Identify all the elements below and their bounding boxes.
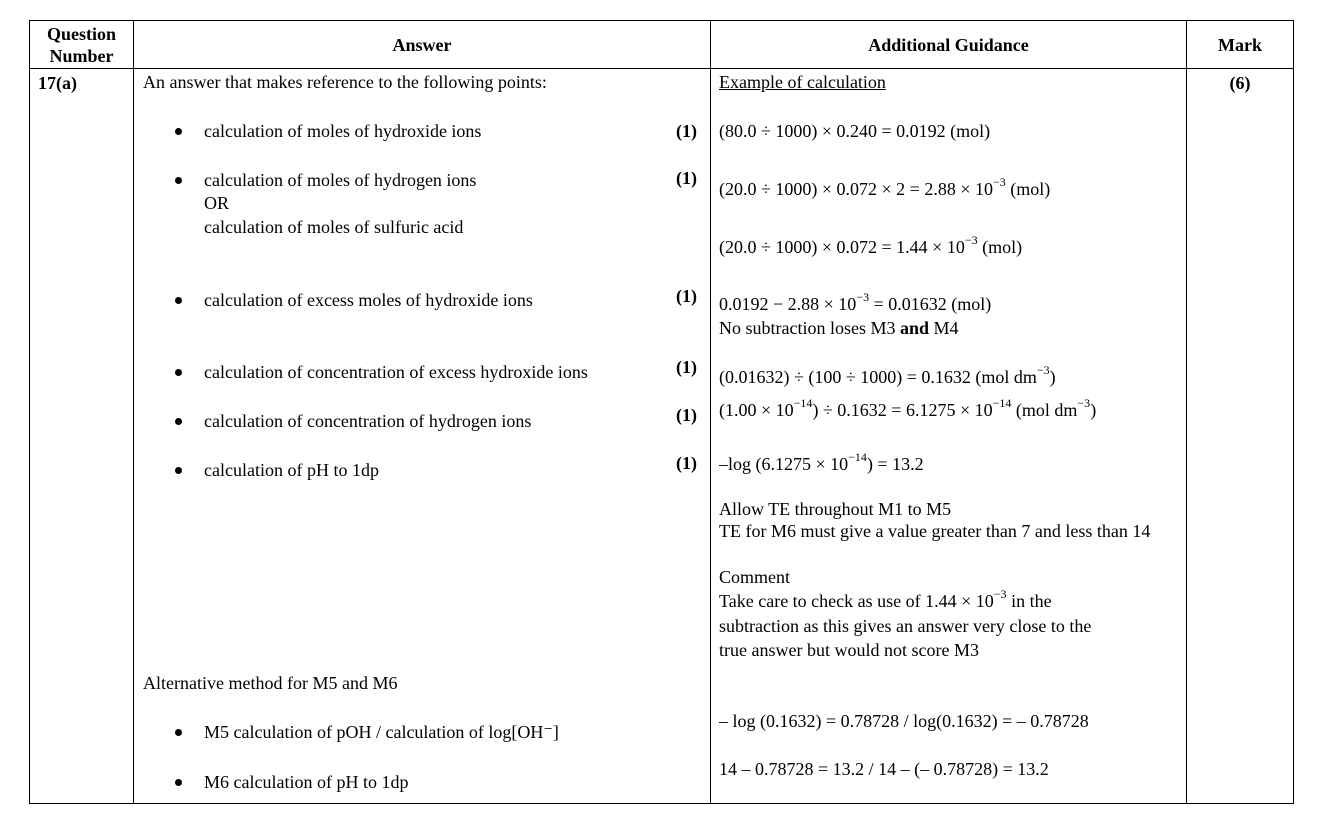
bullet-icon: [175, 729, 182, 736]
allow-note-2: TE for M6 must give a value greater than 7 and less than 14: [719, 521, 1151, 541]
comment-title: Comment: [719, 567, 790, 587]
point-text: calculation of concentration of hydrogen ions: [204, 411, 532, 431]
comment-line-2: subtraction as this gives an answer very close to the: [719, 616, 1092, 636]
point-text: calculation of moles of hydroxide ions: [204, 121, 482, 141]
allow-note-1: Allow TE throughout M1 to M5: [719, 499, 952, 519]
point-text: calculation of excess moles of hydroxide ions: [204, 290, 533, 310]
calc-m1: (80.0 ÷ 1000) × 0.240 = 0.0192 (mol): [719, 121, 991, 141]
bullet-icon: [175, 297, 182, 304]
point-mark: (1): [676, 405, 697, 425]
calc-m3: $0.0192 - 2.88 \times 10^{-3} = 0.01632$ (mol): [719, 290, 992, 314]
point-text: calculation of pH to 1dp: [204, 460, 379, 480]
calc-m3-note: No subtraction loses M3 and M4: [719, 318, 959, 338]
column-divider: [1186, 21, 1187, 803]
bullet-icon: [175, 779, 182, 786]
answer-intro: An answer that makes reference to the following points:: [143, 72, 547, 92]
calc-m2b: $(20.0 \div 1000) \times 0.072 = 1.44 \times 10^{-3}$ (mol): [719, 233, 1023, 257]
comment-line-3: true answer but would not score M3: [719, 640, 979, 660]
point-mark: (1): [676, 453, 697, 473]
bullet-icon: [175, 177, 182, 184]
header-question-number: Question Number: [46, 24, 116, 66]
question-number: 17(a): [38, 73, 77, 93]
calc-m4: (0.01632) ÷ (100 ÷ 1000) = 0.1632 (mol $dm^{-3}$): [719, 363, 1056, 387]
alt-point-text: M5 calculation of pOH / calculation of log[OH⁻]: [204, 722, 559, 742]
comment-line-1: Take care to check as use of $1.44 \times 10^{-3}$ in the: [719, 587, 1052, 611]
point-mark: (1): [676, 357, 697, 377]
example-title: Example of calculation: [719, 72, 886, 92]
total-mark: (6): [1229, 73, 1251, 93]
point-text: calculation of concentration of excess hydroxide ions: [204, 362, 588, 382]
point-mark: (1): [676, 121, 697, 141]
column-divider: [133, 21, 134, 803]
point-or: OR: [204, 193, 230, 213]
bullet-icon: [175, 418, 182, 425]
calc-m2a: $(20.0 \div 1000) \times 0.072 \times 2 = 2.88 \times 10^{-3}$ (mol): [719, 175, 1051, 199]
bullet-icon: [175, 369, 182, 376]
alt-calc-m6: 14 – 0.78728 = 13.2 / 14 – (– 0.78728) = 13.2: [719, 759, 1049, 779]
alt-point-text: M6 calculation of pH to 1dp: [204, 772, 409, 792]
mark-scheme-table: [29, 20, 1294, 804]
point-text: calculation of moles of hydrogen ions: [204, 170, 477, 190]
alt-method-title: Alternative method for M5 and M6: [143, 673, 398, 693]
header-guidance: Additional Guidance: [868, 35, 1029, 55]
header-answer: Answer: [392, 35, 452, 55]
bullet-icon: [175, 128, 182, 135]
header-divider: [30, 68, 1293, 69]
point-mark: (1): [676, 168, 697, 188]
header-mark: Mark: [1218, 35, 1262, 55]
calc-m5: $(1.00 \times 10^{-14}) \div 0.1632 = 6.1275 \times 10^{-14}$ (mol $dm^{-3}$): [719, 396, 1097, 420]
alt-calc-m5: – log (0.1632) = 0.78728 / log(0.1632) = – 0.78728: [719, 711, 1089, 731]
bullet-icon: [175, 467, 182, 474]
point-mark: (1): [676, 286, 697, 306]
calc-m6: –log $(6.1275 \times 10^{-14}) = 13.2$: [719, 450, 924, 474]
column-divider: [710, 21, 711, 803]
point-alt-text: calculation of moles of sulfuric acid: [204, 217, 464, 237]
